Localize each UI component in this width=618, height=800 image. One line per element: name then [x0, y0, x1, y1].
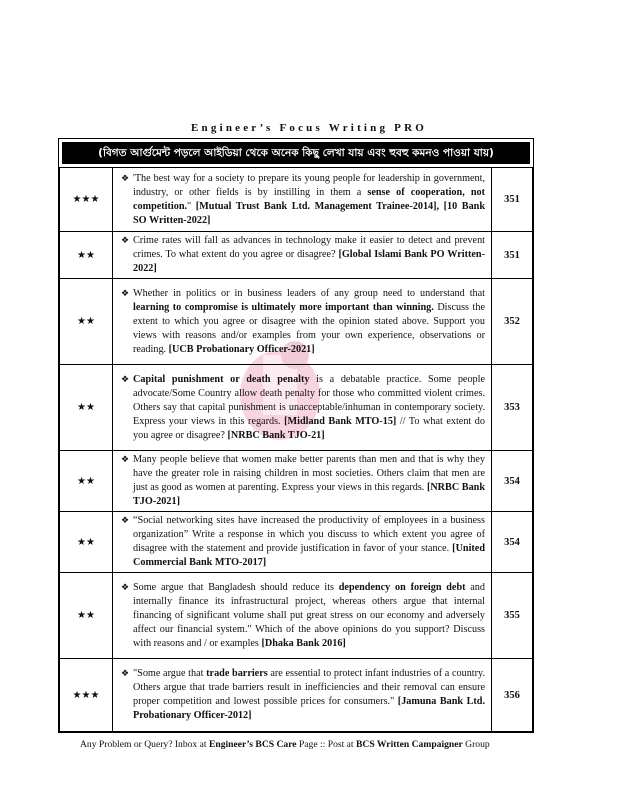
page-number: 354 — [492, 451, 533, 512]
footer-page-name: Engineer’s BCS Care — [208, 739, 297, 750]
question-segment: are essential to protect infant industries of a country. Others argue that trade barriers result in inefficiencies and their removal can ensure proper competition and lowest possible prices for consumers." — [133, 668, 485, 707]
star-rating: ★★ — [60, 573, 113, 659]
questions-table — [59, 167, 533, 732]
footer-text-1: Any Problem or Query? Inbox at — [80, 739, 209, 750]
table-row — [60, 279, 533, 365]
page-title: Engineer’s Focus Writing PRO — [191, 122, 427, 134]
table-row — [60, 659, 533, 732]
question-segment: and internally finance its infrastructural project, whereas others argue that internal financing of significant volume shall put great stress on our economy and adversely affect our financial system." Which of the above opinions do you support? Discuss with reasons and / or examples — [133, 581, 485, 649]
question-text — [133, 287, 485, 357]
list-item — [117, 581, 485, 651]
page-number: 351 — [492, 168, 533, 232]
diamond-bullet-icon: ❖ — [120, 374, 130, 385]
star-rating: ★★★ — [60, 659, 113, 732]
question-cell — [113, 512, 492, 573]
diamond-bullet-icon: ❖ — [120, 516, 130, 526]
list-item — [117, 667, 485, 723]
question-segment: is a debatable practice. Some people advocate/Some Country allow death penalty for those who committed violent crimes. Others say that capital punishment is unacceptable/inhuman in contemporary society. Express your views in this regards. — [133, 373, 485, 427]
question-text — [133, 581, 485, 651]
table-row — [60, 573, 533, 659]
question-text — [133, 514, 485, 570]
star-rating: ★★ — [60, 279, 113, 365]
footer-note — [80, 739, 490, 750]
list-item — [117, 287, 485, 357]
star-rating: ★★ — [60, 232, 113, 279]
question-text — [133, 172, 485, 228]
table-row — [60, 168, 533, 232]
list-item — [117, 514, 485, 570]
question-segment: Crime rates will fall as advances in technology make it easier to detect and prevent crimes. To what extent do you agree or disagree? — [133, 235, 485, 260]
table-row — [60, 365, 533, 451]
question-segment: Many people believe that women make better parents than men and that is why they have the greater role in raising children in most societies. Others claim that men are just as good as women at parenting. Express your views in this regards. — [133, 454, 485, 493]
diamond-bullet-icon: ❖ — [120, 669, 130, 679]
question-segment: 'The best way for a society to prepare its young people for leadership in government, industry, or other fields is by instilling in them a — [133, 172, 485, 198]
table-row — [60, 451, 533, 512]
question-emphasis: [NRBC Bank TJO-2021] — [133, 482, 486, 507]
question-segment: Whether in politics or in business leaders of any group need to understand that — [133, 287, 485, 299]
page-number: 352 — [492, 279, 533, 365]
question-text — [133, 234, 485, 276]
question-emphasis: [Jamuna Bank Ltd. Probationary Officer-2012] — [133, 696, 485, 721]
diamond-bullet-icon: ❖ — [120, 288, 130, 299]
diamond-bullet-icon: ❖ — [120, 455, 130, 465]
question-emphasis: trade barriers — [206, 668, 268, 679]
question-emphasis: [Midland Bank MTO-15] — [284, 415, 397, 427]
question-emphasis: dependency on foreign debt — [338, 581, 466, 593]
question-text — [133, 453, 485, 509]
table-row — [60, 512, 533, 573]
diamond-bullet-icon: ❖ — [120, 236, 130, 246]
question-emphasis: [UCB Probationary Officer-2021] — [168, 343, 315, 355]
question-cell — [113, 168, 492, 232]
list-item — [117, 373, 485, 443]
question-emphasis: learning to compromise is ultimately more important than winning. — [133, 301, 434, 313]
question-cell — [113, 279, 492, 365]
question-cell — [113, 365, 492, 451]
list-item — [117, 234, 485, 276]
question-segment: "Some argue that — [133, 668, 207, 679]
question-cell — [113, 573, 492, 659]
question-text — [133, 373, 485, 443]
question-emphasis: sense of cooperation, not competition. — [133, 186, 485, 212]
question-cell — [113, 659, 492, 732]
question-emphasis: [Dhaka Bank 2016] — [261, 637, 346, 649]
star-rating: ★★ — [60, 512, 113, 573]
star-rating: ★★ — [60, 451, 113, 512]
footer-text-2: Page :: Post at — [296, 739, 356, 750]
question-segment: “Social networking sites have increased the productivity of employees in a business organization” Write a response in which you discuss to which extent you agree of disagree with the statement and provide justification in favor of your stance. — [133, 515, 485, 554]
list-item — [117, 172, 485, 228]
question-text — [133, 667, 485, 723]
question-cell — [113, 232, 492, 279]
questions-table-container — [58, 138, 534, 733]
question-emphasis: Capital punishment or death penalty — [133, 373, 310, 385]
banner-note: (বিগত আর্গুমেন্ট পড়লে আইডিয়া থেকে অনেক কিছু লেখা যায় এবং হুবহু কমনও পাওয়া যায়) — [62, 142, 530, 164]
question-emphasis: [Global Islami Bank PO Written-2022] — [133, 249, 485, 274]
table-row — [60, 232, 533, 279]
question-segment: Some argue that Bangladesh should reduce its — [133, 581, 339, 593]
diamond-bullet-icon: ❖ — [120, 582, 130, 593]
diamond-bullet-icon: ❖ — [120, 173, 130, 184]
question-segment: " — [187, 200, 196, 212]
star-rating: ★★ — [60, 365, 113, 451]
list-item — [117, 453, 485, 509]
page-number: 354 — [492, 512, 533, 573]
question-segment: // To what extent do you agree or disagree? — [133, 415, 485, 441]
question-emphasis: [United Commercial Bank MTO-2017] — [133, 543, 485, 568]
page-number: 355 — [492, 573, 533, 659]
footer-text-3: Group — [462, 739, 490, 750]
star-rating: ★★★ — [60, 168, 113, 232]
question-emphasis: [Mutual Trust Bank Ltd. Management Trainee-2014], [10 Bank SO Written-2022] — [133, 200, 485, 226]
footer-group-name: BCS Written Campaigner — [356, 739, 463, 750]
page-number: 356 — [492, 659, 533, 732]
question-segment: Discuss the extent to which you agree or disagree with the opinion stated above. Support you views with reasons and/or examples from your own experience, observations or reading. — [133, 301, 485, 355]
page-number: 353 — [492, 365, 533, 451]
question-emphasis: [NRBC Bank TJO-21] — [227, 429, 325, 441]
question-cell — [113, 451, 492, 512]
page-number: 351 — [492, 232, 533, 279]
